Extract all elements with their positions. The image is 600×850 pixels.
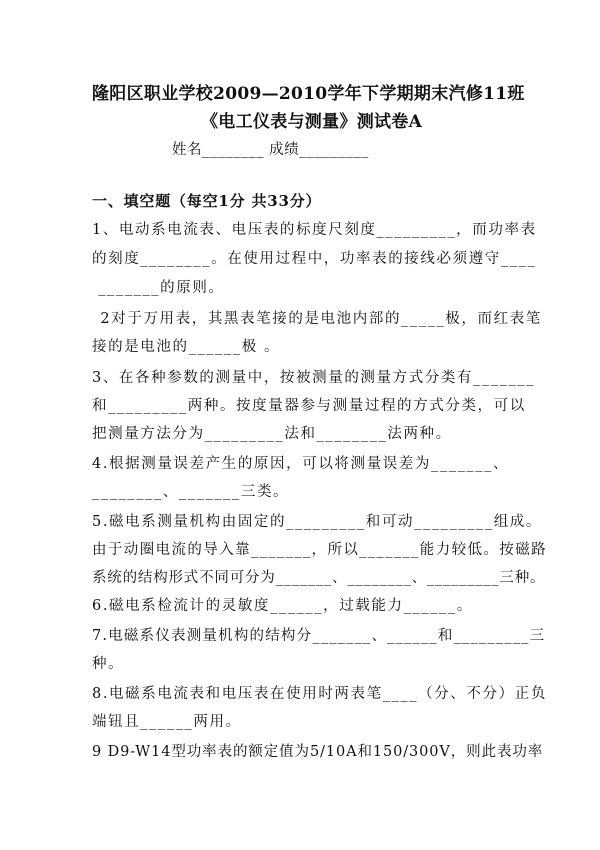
question-line: 的刻度________。在使用过程中，功率表的接线必须遵守____	[92, 251, 537, 267]
question-line: 6.磁电系检流计的灵敏度______，过载能力______。	[92, 598, 473, 614]
exam-title: 隆阳区职业学校2009—2010学年下学期期末汽修11班	[92, 84, 525, 104]
question-line: 种。	[92, 656, 125, 672]
question-line: 和_________两种。按度量器参与测量过程的方式分类，可以	[92, 398, 526, 414]
question-line: 1、电动系电流表、电压表的标度尺刻度_________，而功率表	[92, 222, 537, 238]
question-line: ________、_______三类。	[92, 484, 290, 500]
name-score-field: 姓名________ 成绩_________	[172, 142, 369, 158]
question-line: _______的原则。	[92, 280, 225, 296]
question-line: 5.磁电系测量机构由固定的_________和可动_________组成。	[92, 514, 543, 530]
question-line: 9 D9-W14型功率表的额定值为5/10A和150/300V，则此表功率	[92, 744, 544, 760]
exam-subtitle: 《电工仪表与测量》测试卷A	[201, 112, 423, 132]
question-line: 8.电磁系电流表和电压表在使用时两表笔____（分、不分）正负	[92, 686, 547, 702]
question-line: 系统的结构形式不同可分为_______、________、_________三种。	[92, 570, 546, 586]
question-line: 端钮且______两用。	[92, 714, 242, 730]
question-line: 2对于万用表，其黑表笔接的是电池内部的_____极，而红表笔	[88, 311, 542, 327]
question-line: 把测量方法分为_________法和________法两种。	[92, 426, 452, 442]
question-line: 4.根据测量误差产生的原因，可以将测量误差为_______、	[92, 456, 510, 472]
question-line: 7.电磁系仪表测量机构的结构分_______、______和_________三	[92, 628, 546, 644]
question-line: 由于动圈电流的导入靠_______，所以_______能力较低。按磁路	[92, 542, 547, 558]
question-line: 3、在各种参数的测量中，按被测量的测量方式分类有_______	[92, 370, 536, 386]
section-heading: 一、填空题（每空1分 共33分）	[92, 192, 322, 210]
question-line: 接的是电池的______极 。	[92, 339, 281, 355]
